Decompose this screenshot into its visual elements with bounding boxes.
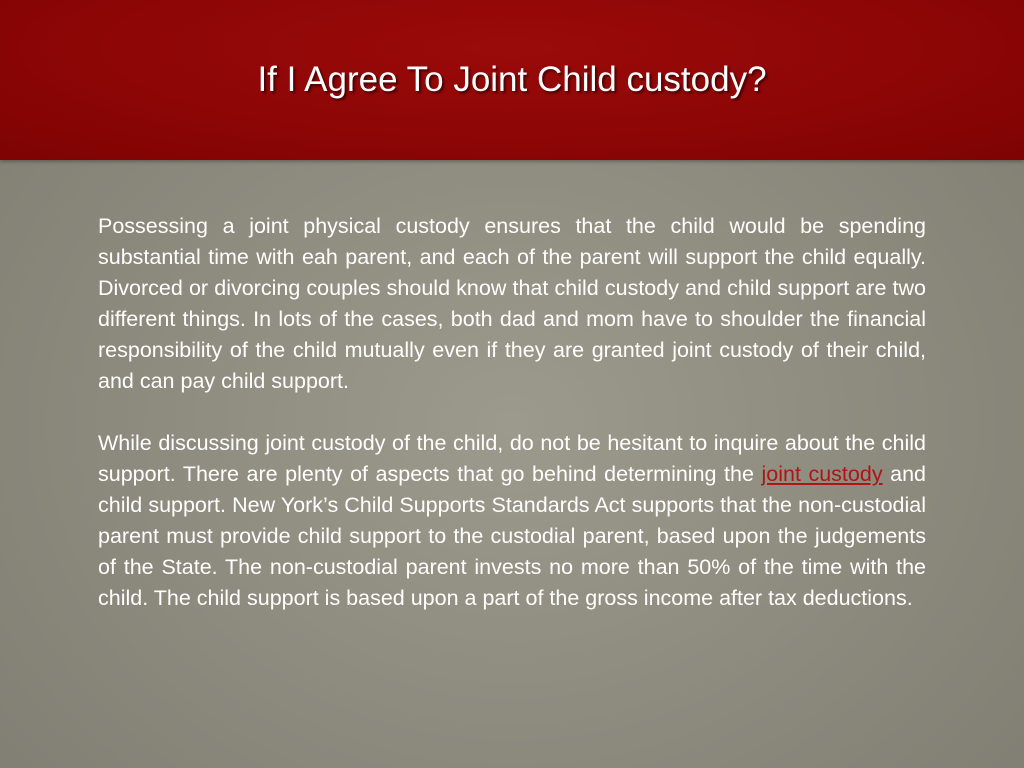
slide-title: If I Agree To Joint Child custody?: [257, 60, 767, 99]
slide-body: [98, 211, 926, 614]
paragraph-2: [98, 428, 926, 614]
joint-custody-link[interactable]: joint custody: [761, 462, 883, 486]
paragraph-2-text-end: and child support. New York’s Child Supports Standards Act supports that the non-custodial parent must provide child support to the custodial parent, based upon the judgements of the State. The non-custodial parent invests no more than 50% of the time with the child. The child support is based upon a part of the gross income after tax deductions.: [98, 462, 926, 610]
paragraph-1: Possessing a joint physical custody ensures that the child would be spending substantial time with eah parent, and each of the parent will support the child equally. Divorced or divorcing couples should know that child custody and child support are two different things. In lots of the cases, both dad and mom have to shoulder the financial responsibility of the child mutually even if they are granted joint custody of their child, and can pay child support.: [98, 214, 926, 393]
title-banner: [0, 0, 1024, 160]
paragraph-2-text-start: While discussing joint custody of the child, do not be hesitant to inquire about the child support. There are plenty of aspects that go behind determining the: [98, 431, 926, 486]
